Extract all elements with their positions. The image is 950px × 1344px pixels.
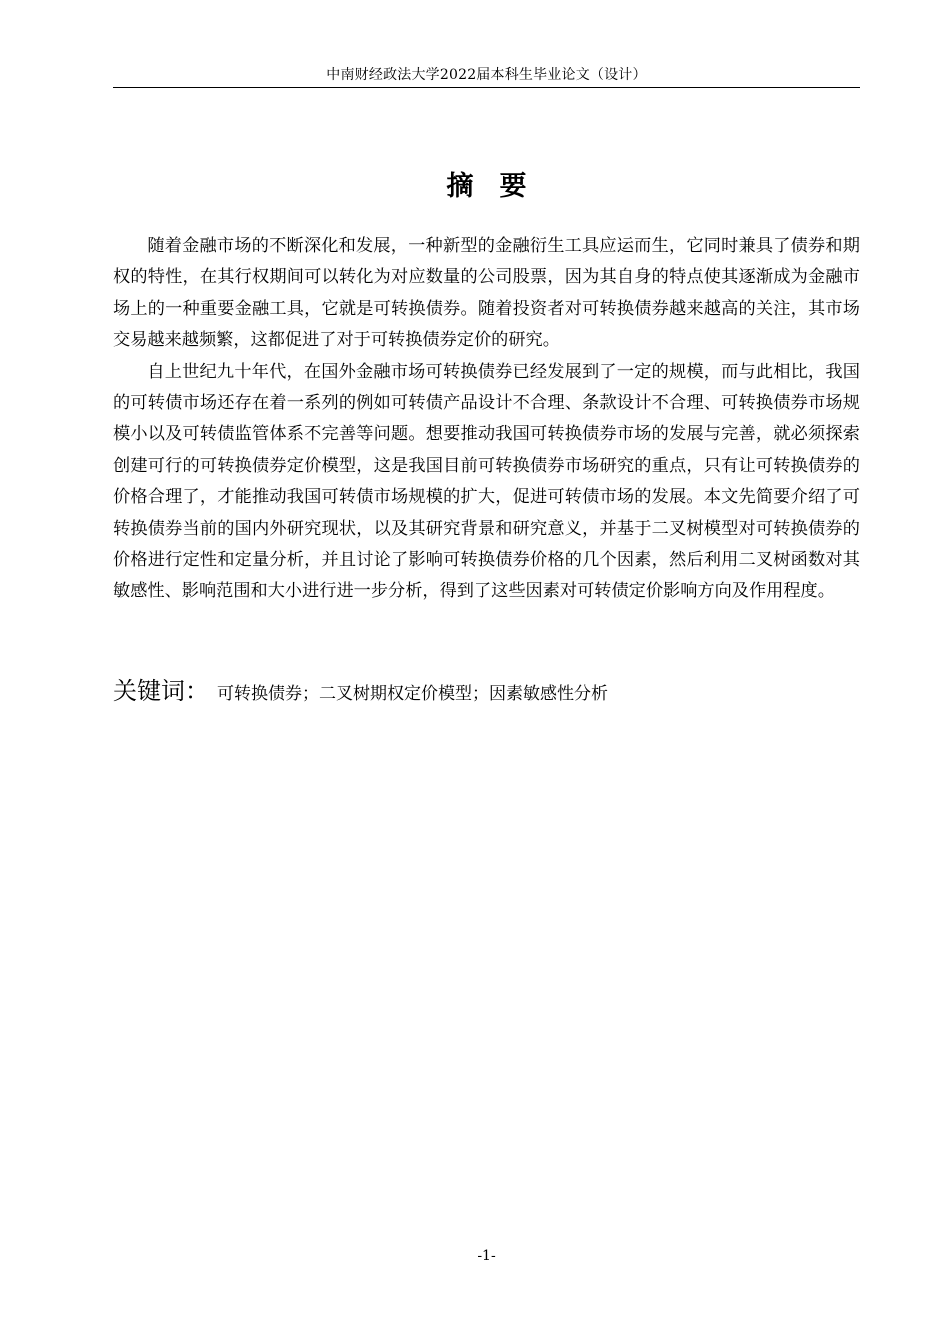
abstract-paragraph-1: 随着金融市场的不断深化和发展，一种新型的金融衍生工具应运而生，它同时兼具了债券和期权的特性，在其行权期间可以转化为对应数量的公司股票，因为其自身的特点使其逐渐成为金融市场上的一种重要金融工具，它就是可转换债券。随着投资者对可转换债券越来越高的关注，其市场交易越来越频繁，这都促进了对于可转换债券定价的研究。 (113, 236, 860, 351)
abstract-body (113, 231, 860, 608)
page-number: -1- (477, 1248, 496, 1264)
running-header: 中南财经政法大学2022届本科生毕业论文（设计） (326, 67, 647, 83)
header-rule (113, 87, 860, 88)
abstract-paragraph-2: 自上世纪九十年代，在国外金融市场可转换债券已经发展到了一定的规模，而与此相比，我国的可转债市场还存在着一系列的例如可转债产品设计不合理、条款设计不合理、可转换债券市场规模小以及可转债监管体系不完善等问题。想要推动我国可转换债券市场的发展与完善，就必须探索创建可行的可转换债券定价模型，这是我国目前可转换债券市场研究的重点，只有让可转换债券的价格合理了，才能推动我国可转债市场规模的扩大，促进可转债市场的发展。本文先简要介绍了可转换债券当前的国内外研究现状，以及其研究背景和研究意义，并基于二叉树模型对可转换债券的价格进行定性和定量分析，并且讨论了影响可转换债券价格的几个因素，然后利用二叉树函数对其敏感性、影响范围和大小进行进一步分析，得到了这些因素对可转债定价影响方向及作用程度。 (113, 361, 860, 602)
keywords-label: 关键词： (113, 677, 209, 705)
abstract-title: 摘要 (446, 171, 553, 202)
keywords-line (113, 673, 860, 712)
keywords-text: 可转换债券；二叉树期权定价模型；因素敏感性分析 (217, 684, 608, 704)
